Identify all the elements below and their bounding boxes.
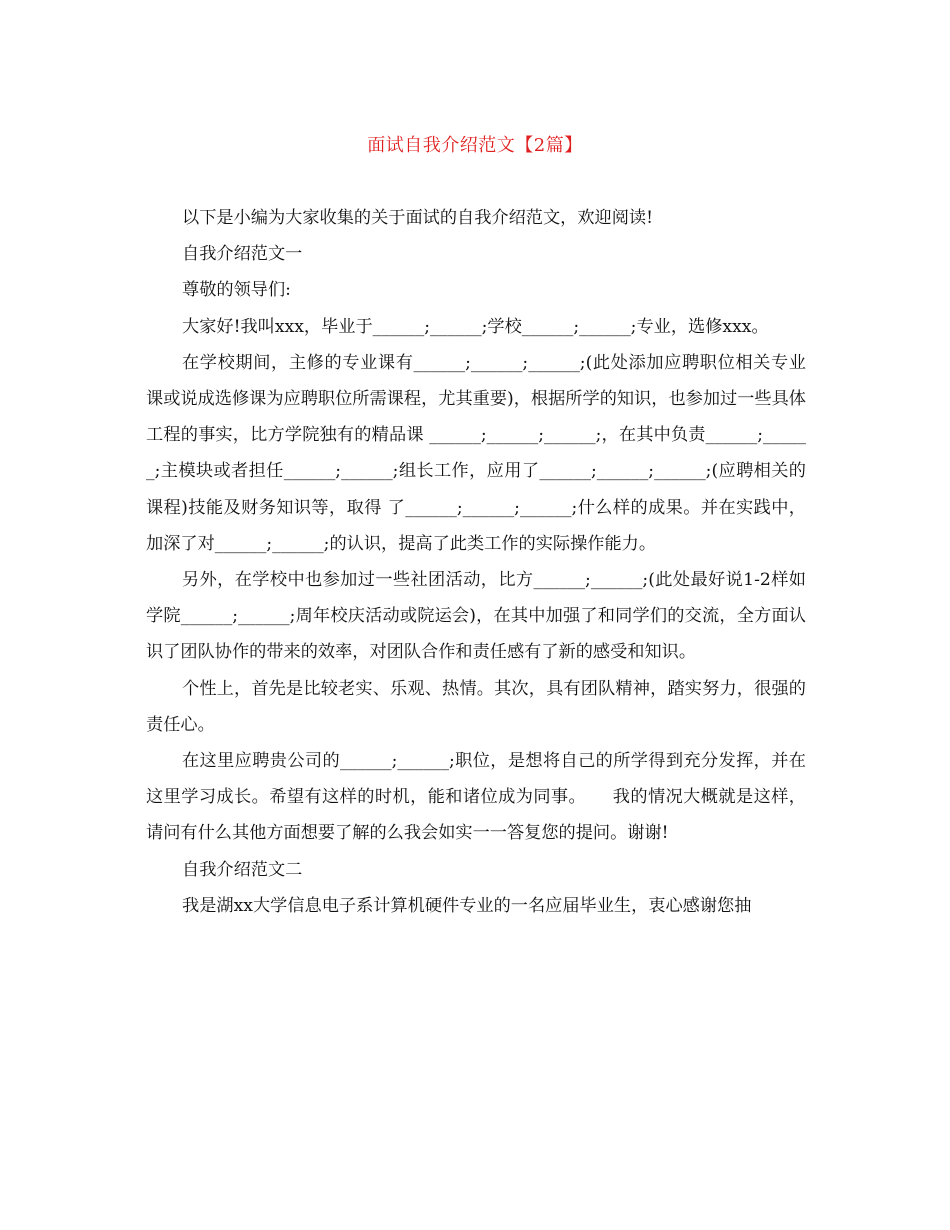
paragraph-school-study: 在学校期间，主修的专业课有______;______;______;(此处添加应聘职位相关专业课或说成选修课为应聘职位所需课程，尤其重要)，根据所学的知识，也参加过一些具体工程的事实，比方学院独有的精品课 ______;______;______;，在其中负责______;______;主模块或者担任______;______;组长工作，应用了______;______;______;(应聘相关的课程)技能及财务知识等，取得 了______;______;______;什么样的成果。并在实践中，加深了对______;______;的认识，提高了此类工作的实际操作能力。: [146, 352, 806, 554]
paragraph-club-activities: 另外，在学校中也参加过一些社团活动，比方______;______;(此处最好说1-2样如学院______;______;周年校庆活动或院运会)，在其中加强了和同学们的交流，全方面认识了团队协作的带来的效率，对团队合作和责任感有了新的感受和知识。: [146, 570, 806, 663]
document-title: 面试自我介绍范文【2篇】: [367, 135, 583, 156]
paragraph-salutation: 尊敬的领导们:: [182, 280, 291, 301]
paragraph-intro: 以下是小编为大家收集的关于面试的自我介绍范文，欢迎阅读!: [182, 208, 653, 228]
document-body: [146, 200, 806, 924]
paragraph-greeting: 大家好!我叫xxx，毕业于______;______;学校______;______;专业，选修xxx。: [182, 316, 769, 337]
paragraph-sample-two-start: 我是湖xx大学信息电子系计算机硬件专业的一名应届毕业生，衷心感谢您抽: [182, 895, 752, 916]
heading-sample-two: 自我介绍范文二: [182, 859, 303, 880]
paragraph-application: 在这里应聘贵公司的______;______;职位，是想将自己的所学得到充分发挥，并在这里学习成长。希望有这样的时机，能和诸位成为同事。 我的情况大概就是这样，请问有什么其他方面想要了解的么我会如实一一答复您的提问。谢谢!: [146, 751, 806, 844]
heading-sample-one: 自我介绍范文一: [182, 244, 303, 265]
paragraph-personality: 个性上，首先是比较老实、乐观、热情。其次，具有团队精神，踏实努力，很强的责任心。: [146, 678, 806, 735]
